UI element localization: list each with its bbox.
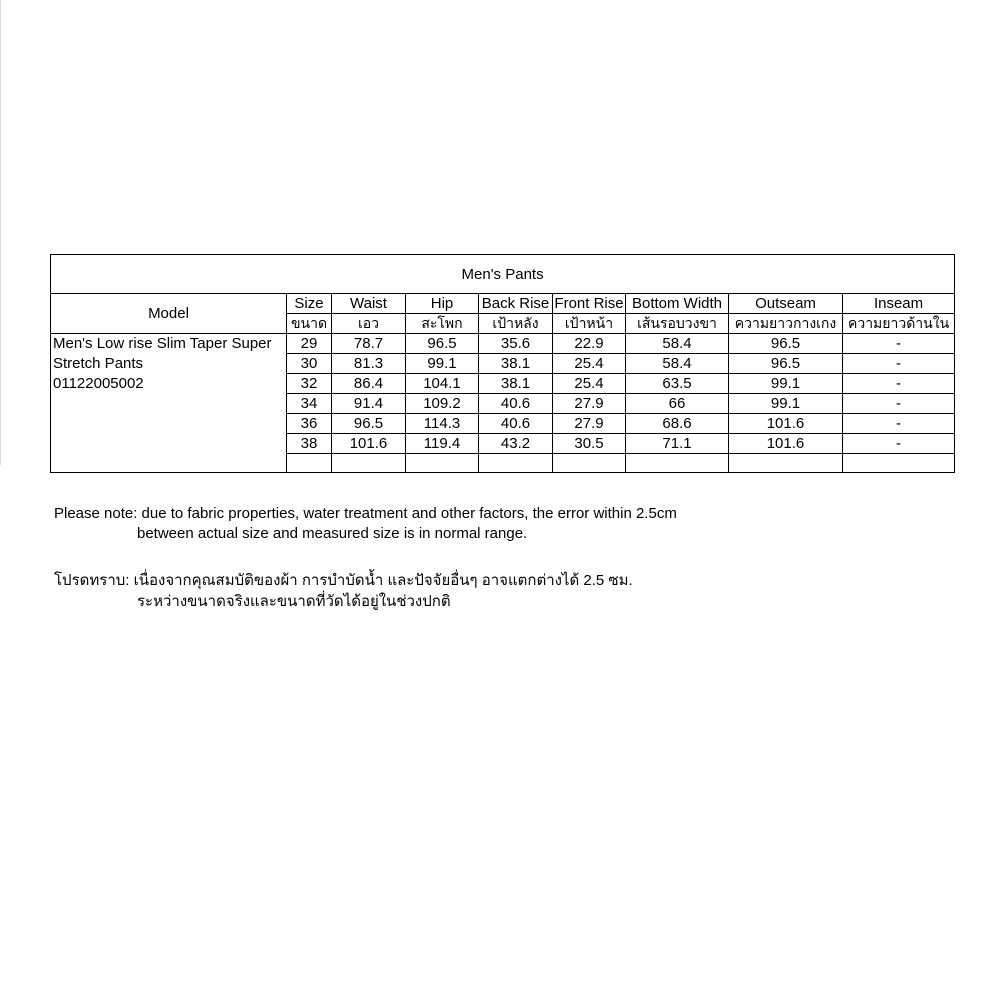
sheet-edge-line	[0, 0, 1, 465]
table-cell: 32	[287, 374, 332, 394]
model-name-line: 01122005002	[53, 375, 144, 392]
table-cell: 58.4	[626, 354, 729, 374]
table-cell: 91.4	[332, 394, 406, 414]
table-cell: 81.3	[332, 354, 406, 374]
table-cell: 38	[287, 434, 332, 454]
header-hip-th: สะโพก	[406, 314, 479, 334]
header-size-th: ขนาด	[287, 314, 332, 334]
table-cell: 101.6	[332, 434, 406, 454]
table-cell: 30.5	[553, 434, 626, 454]
table-cell: 96.5	[729, 334, 843, 354]
table-cell: -	[843, 334, 955, 354]
header-bottom-width-th: เส้นรอบวงขา	[626, 314, 729, 334]
table-cell: 29	[287, 334, 332, 354]
model-name-line: Men's Low rise Slim Taper Super	[53, 335, 272, 352]
table-cell: 35.6	[479, 334, 553, 354]
table-cell: 27.9	[553, 394, 626, 414]
header-hip: Hip	[406, 294, 479, 314]
table-cell: 34	[287, 394, 332, 414]
size-chart-table	[50, 254, 955, 473]
table-cell: 96.5	[729, 354, 843, 374]
table-cell: 66	[626, 394, 729, 414]
table-cell: 30	[287, 354, 332, 374]
empty-cell	[406, 454, 479, 473]
table-cell: 25.4	[553, 374, 626, 394]
empty-cell	[553, 454, 626, 473]
table-cell: -	[843, 374, 955, 394]
model-name-cell	[51, 334, 287, 473]
table-cell: 36	[287, 414, 332, 434]
header-outseam-th: ความยาวกางเกง	[729, 314, 843, 334]
table-cell: -	[843, 434, 955, 454]
header-front-rise-th: เป้าหน้า	[553, 314, 626, 334]
table-cell: 96.5	[406, 334, 479, 354]
empty-cell	[479, 454, 553, 473]
table-cell: 104.1	[406, 374, 479, 394]
table-cell: 43.2	[479, 434, 553, 454]
header-inseam: Inseam	[843, 294, 955, 314]
table-cell: -	[843, 354, 955, 374]
table-cell: 101.6	[729, 414, 843, 434]
header-inseam-th: ความยาวด้านใน	[843, 314, 955, 334]
note-th-line1: โปรดทราบ: เนื่องจากคุณสมบัติของผ้า การบำบัดน้ำ และปัจจัยอื่นๆ อาจแตกต่างได้ 2.5 ซม.	[54, 572, 633, 589]
header-waist: Waist	[332, 294, 406, 314]
table-cell: 27.9	[553, 414, 626, 434]
table-cell: 68.6	[626, 414, 729, 434]
table-cell: 25.4	[553, 354, 626, 374]
header-row-en	[51, 294, 955, 314]
empty-cell	[626, 454, 729, 473]
table-cell: 101.6	[729, 434, 843, 454]
table-title: Men's Pants	[51, 255, 955, 294]
empty-cell	[843, 454, 955, 473]
header-bottom-width: Bottom Width	[626, 294, 729, 314]
table-cell: 99.1	[729, 394, 843, 414]
empty-cell	[332, 454, 406, 473]
table-cell: 119.4	[406, 434, 479, 454]
table-cell: 40.6	[479, 414, 553, 434]
table-row	[51, 334, 955, 354]
empty-cell	[729, 454, 843, 473]
table-cell: 38.1	[479, 374, 553, 394]
header-waist-th: เอว	[332, 314, 406, 334]
table-cell: -	[843, 414, 955, 434]
table-cell: 109.2	[406, 394, 479, 414]
model-header: Model	[51, 294, 287, 334]
header-back-rise: Back Rise	[479, 294, 553, 314]
note-th-line2: ระหว่างขนาดจริงและขนาดที่วัดได้อยู่ในช่วงปกติ	[137, 593, 451, 610]
model-name-line: Stretch Pants	[53, 355, 144, 372]
header-front-rise: Front Rise	[554, 295, 624, 312]
title-row	[51, 255, 955, 294]
table-cell: 63.5	[626, 374, 729, 394]
table-cell: 71.1	[626, 434, 729, 454]
table-cell: 96.5	[332, 414, 406, 434]
table-cell: 22.9	[553, 334, 626, 354]
empty-cell	[287, 454, 332, 473]
table-cell: 114.3	[406, 414, 479, 434]
header-back-rise-th: เป้าหลัง	[479, 314, 553, 334]
header-size: Size	[287, 294, 332, 314]
note-en-line2: between actual size and measured size is in normal range.	[137, 525, 528, 542]
header-outseam: Outseam	[729, 294, 843, 314]
table-cell: 38.1	[479, 354, 553, 374]
table-cell: 99.1	[406, 354, 479, 374]
table-cell: 99.1	[729, 374, 843, 394]
table-cell: 78.7	[332, 334, 406, 354]
table-cell: -	[843, 394, 955, 414]
table-cell: 40.6	[479, 394, 553, 414]
note-en-line1: Please note: due to fabric properties, water treatment and other factors, the error within 2.5cm	[54, 505, 677, 522]
table-cell: 58.4	[626, 334, 729, 354]
table-cell: 86.4	[332, 374, 406, 394]
